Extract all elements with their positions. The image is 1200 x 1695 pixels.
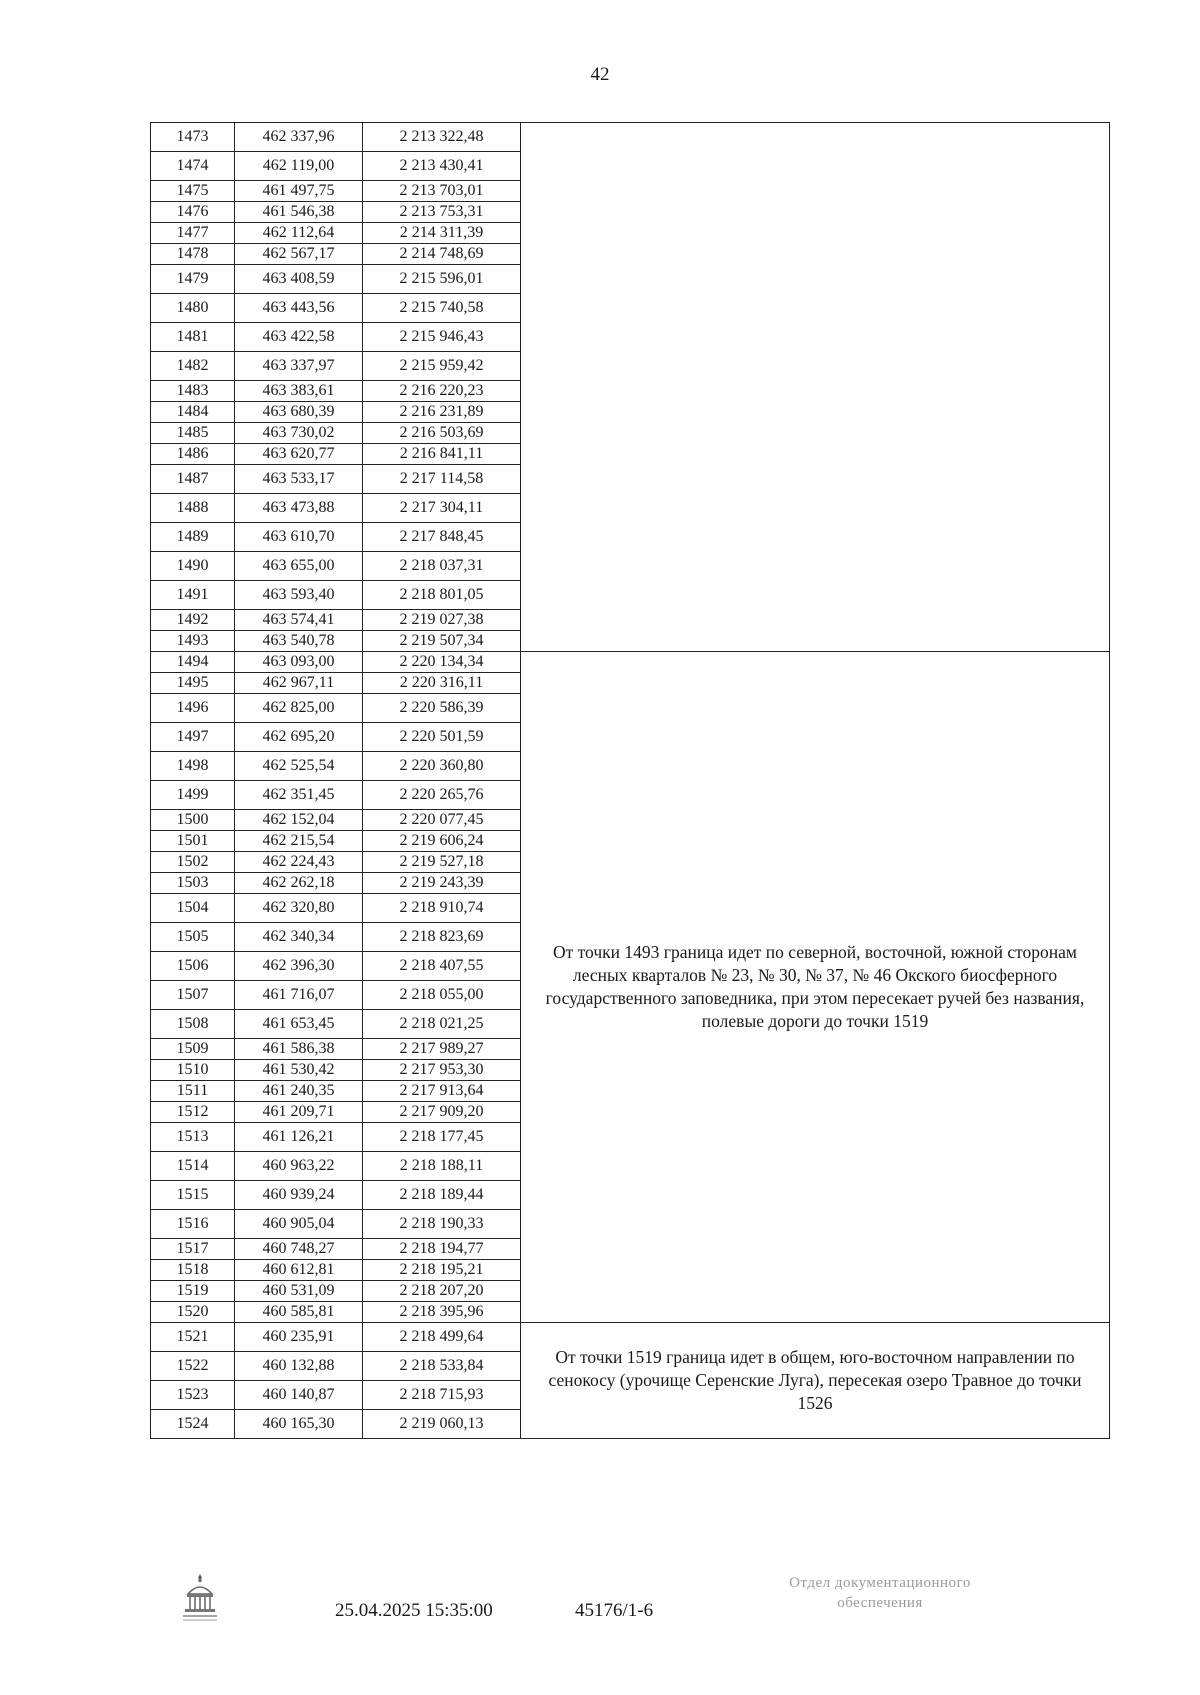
x-coordinate-cell: 462 119,00 bbox=[235, 152, 363, 181]
y-coordinate-cell: 2 218 715,93 bbox=[363, 1381, 521, 1410]
x-coordinate-cell: 461 240,35 bbox=[235, 1081, 363, 1102]
y-coordinate-cell: 2 218 395,96 bbox=[363, 1302, 521, 1323]
y-coordinate-cell: 2 216 841,11 bbox=[363, 444, 521, 465]
x-coordinate-cell: 461 716,07 bbox=[235, 981, 363, 1010]
stamp-line-1: Отдел документационного bbox=[789, 1575, 971, 1591]
point-number-cell: 1523 bbox=[151, 1381, 235, 1410]
point-number-cell: 1515 bbox=[151, 1181, 235, 1210]
point-number-cell: 1511 bbox=[151, 1081, 235, 1102]
point-number-cell: 1492 bbox=[151, 610, 235, 631]
y-coordinate-cell: 2 218 801,05 bbox=[363, 581, 521, 610]
table-row bbox=[151, 652, 1110, 673]
point-number-cell: 1491 bbox=[151, 581, 235, 610]
y-coordinate-cell: 2 218 407,55 bbox=[363, 952, 521, 981]
y-coordinate-cell: 2 215 946,43 bbox=[363, 323, 521, 352]
x-coordinate-cell: 462 112,64 bbox=[235, 223, 363, 244]
point-number-cell: 1475 bbox=[151, 181, 235, 202]
y-coordinate-cell: 2 218 499,64 bbox=[363, 1323, 521, 1352]
y-coordinate-cell: 2 219 027,38 bbox=[363, 610, 521, 631]
x-coordinate-cell: 462 337,96 bbox=[235, 123, 363, 152]
x-coordinate-cell: 463 540,78 bbox=[235, 631, 363, 652]
point-number-cell: 1490 bbox=[151, 552, 235, 581]
y-coordinate-cell: 2 213 703,01 bbox=[363, 181, 521, 202]
table-row bbox=[151, 123, 1110, 152]
y-coordinate-cell: 2 220 360,80 bbox=[363, 752, 521, 781]
point-number-cell: 1480 bbox=[151, 294, 235, 323]
x-coordinate-cell: 462 215,54 bbox=[235, 831, 363, 852]
point-number-cell: 1479 bbox=[151, 265, 235, 294]
x-coordinate-cell: 461 209,71 bbox=[235, 1102, 363, 1123]
point-number-cell: 1473 bbox=[151, 123, 235, 152]
y-coordinate-cell: 2 215 596,01 bbox=[363, 265, 521, 294]
point-number-cell: 1501 bbox=[151, 831, 235, 852]
y-coordinate-cell: 2 219 527,18 bbox=[363, 852, 521, 873]
y-coordinate-cell: 2 218 055,00 bbox=[363, 981, 521, 1010]
x-coordinate-cell: 462 152,04 bbox=[235, 810, 363, 831]
x-coordinate-cell: 462 351,45 bbox=[235, 781, 363, 810]
point-number-cell: 1493 bbox=[151, 631, 235, 652]
x-coordinate-cell: 463 533,17 bbox=[235, 465, 363, 494]
y-coordinate-cell: 2 219 606,24 bbox=[363, 831, 521, 852]
x-coordinate-cell: 462 396,30 bbox=[235, 952, 363, 981]
y-coordinate-cell: 2 218 910,74 bbox=[363, 894, 521, 923]
y-coordinate-cell: 2 213 322,48 bbox=[363, 123, 521, 152]
y-coordinate-cell: 2 217 989,27 bbox=[363, 1039, 521, 1060]
x-coordinate-cell: 460 132,88 bbox=[235, 1352, 363, 1381]
point-number-cell: 1476 bbox=[151, 202, 235, 223]
boundary-description-cell: От точки 1493 граница идет по северной, восточной, южной сторонам лесных кварталов № 23, № 30, № 37, № 46 Окского биосферного государственного заповедника, при этом пересекает ручей без названия, полевые дороги до точки 1519 bbox=[521, 652, 1110, 1323]
y-coordinate-cell: 2 218 195,21 bbox=[363, 1260, 521, 1281]
document-code: 45176/1-6 bbox=[575, 1600, 654, 1621]
y-coordinate-cell: 2 213 753,31 bbox=[363, 202, 521, 223]
x-coordinate-cell: 461 653,45 bbox=[235, 1010, 363, 1039]
point-number-cell: 1499 bbox=[151, 781, 235, 810]
x-coordinate-cell: 463 574,41 bbox=[235, 610, 363, 631]
x-coordinate-cell: 463 655,00 bbox=[235, 552, 363, 581]
table-row bbox=[151, 1323, 1110, 1352]
point-number-cell: 1519 bbox=[151, 1281, 235, 1302]
y-coordinate-cell: 2 215 740,58 bbox=[363, 294, 521, 323]
y-coordinate-cell: 2 218 190,33 bbox=[363, 1210, 521, 1239]
x-coordinate-cell: 463 337,97 bbox=[235, 352, 363, 381]
x-coordinate-cell: 463 408,59 bbox=[235, 265, 363, 294]
x-coordinate-cell: 463 093,00 bbox=[235, 652, 363, 673]
x-coordinate-cell: 462 320,80 bbox=[235, 894, 363, 923]
point-number-cell: 1518 bbox=[151, 1260, 235, 1281]
point-number-cell: 1520 bbox=[151, 1302, 235, 1323]
x-coordinate-cell: 460 748,27 bbox=[235, 1239, 363, 1260]
point-number-cell: 1522 bbox=[151, 1352, 235, 1381]
page-number: 42 bbox=[590, 64, 610, 85]
y-coordinate-cell: 2 217 304,11 bbox=[363, 494, 521, 523]
y-coordinate-cell: 2 218 189,44 bbox=[363, 1181, 521, 1210]
point-number-cell: 1486 bbox=[151, 444, 235, 465]
emblem-logo-icon bbox=[180, 1570, 220, 1622]
y-coordinate-cell: 2 217 953,30 bbox=[363, 1060, 521, 1081]
point-number-cell: 1512 bbox=[151, 1102, 235, 1123]
point-number-cell: 1488 bbox=[151, 494, 235, 523]
y-coordinate-cell: 2 218 177,45 bbox=[363, 1123, 521, 1152]
y-coordinate-cell: 2 215 959,42 bbox=[363, 352, 521, 381]
y-coordinate-cell: 2 213 430,41 bbox=[363, 152, 521, 181]
x-coordinate-cell: 462 825,00 bbox=[235, 694, 363, 723]
point-number-cell: 1505 bbox=[151, 923, 235, 952]
x-coordinate-cell: 461 497,75 bbox=[235, 181, 363, 202]
y-coordinate-cell: 2 217 913,64 bbox=[363, 1081, 521, 1102]
boundary-description-cell bbox=[521, 123, 1110, 652]
point-number-cell: 1517 bbox=[151, 1239, 235, 1260]
x-coordinate-cell: 462 967,11 bbox=[235, 673, 363, 694]
point-number-cell: 1482 bbox=[151, 352, 235, 381]
x-coordinate-cell: 463 422,58 bbox=[235, 323, 363, 352]
point-number-cell: 1487 bbox=[151, 465, 235, 494]
y-coordinate-cell: 2 218 021,25 bbox=[363, 1010, 521, 1039]
x-coordinate-cell: 463 473,88 bbox=[235, 494, 363, 523]
point-number-cell: 1494 bbox=[151, 652, 235, 673]
y-coordinate-cell: 2 217 909,20 bbox=[363, 1102, 521, 1123]
x-coordinate-cell: 463 593,40 bbox=[235, 581, 363, 610]
point-number-cell: 1498 bbox=[151, 752, 235, 781]
y-coordinate-cell: 2 218 037,31 bbox=[363, 552, 521, 581]
boundary-description-cell: От точки 1519 граница идет в общем, юго-восточном направлении по сенокосу (урочище Серенские Луга), пересекая озеро Травное до точки 1526 bbox=[521, 1323, 1110, 1439]
y-coordinate-cell: 2 217 848,45 bbox=[363, 523, 521, 552]
x-coordinate-cell: 460 612,81 bbox=[235, 1260, 363, 1281]
x-coordinate-cell: 461 546,38 bbox=[235, 202, 363, 223]
point-number-cell: 1484 bbox=[151, 402, 235, 423]
y-coordinate-cell: 2 219 060,13 bbox=[363, 1410, 521, 1439]
x-coordinate-cell: 461 530,42 bbox=[235, 1060, 363, 1081]
x-coordinate-cell: 462 340,34 bbox=[235, 923, 363, 952]
x-coordinate-cell: 463 680,39 bbox=[235, 402, 363, 423]
point-number-cell: 1507 bbox=[151, 981, 235, 1010]
point-number-cell: 1502 bbox=[151, 852, 235, 873]
point-number-cell: 1516 bbox=[151, 1210, 235, 1239]
y-coordinate-cell: 2 218 194,77 bbox=[363, 1239, 521, 1260]
y-coordinate-cell: 2 218 188,11 bbox=[363, 1152, 521, 1181]
point-number-cell: 1508 bbox=[151, 1010, 235, 1039]
x-coordinate-cell: 463 730,02 bbox=[235, 423, 363, 444]
point-number-cell: 1503 bbox=[151, 873, 235, 894]
y-coordinate-cell: 2 220 077,45 bbox=[363, 810, 521, 831]
x-coordinate-cell: 460 235,91 bbox=[235, 1323, 363, 1352]
x-coordinate-cell: 460 939,24 bbox=[235, 1181, 363, 1210]
coordinates-table bbox=[150, 122, 1110, 1439]
point-number-cell: 1495 bbox=[151, 673, 235, 694]
point-number-cell: 1481 bbox=[151, 323, 235, 352]
x-coordinate-cell: 462 525,54 bbox=[235, 752, 363, 781]
point-number-cell: 1513 bbox=[151, 1123, 235, 1152]
y-coordinate-cell: 2 218 823,69 bbox=[363, 923, 521, 952]
x-coordinate-cell: 460 140,87 bbox=[235, 1381, 363, 1410]
point-number-cell: 1524 bbox=[151, 1410, 235, 1439]
point-number-cell: 1500 bbox=[151, 810, 235, 831]
x-coordinate-cell: 463 620,77 bbox=[235, 444, 363, 465]
y-coordinate-cell: 2 218 533,84 bbox=[363, 1352, 521, 1381]
x-coordinate-cell: 463 610,70 bbox=[235, 523, 363, 552]
y-coordinate-cell: 2 216 231,89 bbox=[363, 402, 521, 423]
y-coordinate-cell: 2 220 501,59 bbox=[363, 723, 521, 752]
point-number-cell: 1489 bbox=[151, 523, 235, 552]
point-number-cell: 1504 bbox=[151, 894, 235, 923]
stamp-line-2: обеспечения bbox=[837, 1594, 923, 1611]
x-coordinate-cell: 461 126,21 bbox=[235, 1123, 363, 1152]
y-coordinate-cell: 2 216 503,69 bbox=[363, 423, 521, 444]
department-stamp bbox=[700, 1574, 1060, 1613]
x-coordinate-cell: 460 165,30 bbox=[235, 1410, 363, 1439]
point-number-cell: 1496 bbox=[151, 694, 235, 723]
y-coordinate-cell: 2 217 114,58 bbox=[363, 465, 521, 494]
x-coordinate-cell: 461 586,38 bbox=[235, 1039, 363, 1060]
x-coordinate-cell: 462 695,20 bbox=[235, 723, 363, 752]
x-coordinate-cell: 462 567,17 bbox=[235, 244, 363, 265]
point-number-cell: 1477 bbox=[151, 223, 235, 244]
point-number-cell: 1510 bbox=[151, 1060, 235, 1081]
point-number-cell: 1506 bbox=[151, 952, 235, 981]
coordinates-table-body bbox=[151, 123, 1110, 1439]
point-number-cell: 1474 bbox=[151, 152, 235, 181]
y-coordinate-cell: 2 220 134,34 bbox=[363, 652, 521, 673]
x-coordinate-cell: 462 224,43 bbox=[235, 852, 363, 873]
x-coordinate-cell: 460 905,04 bbox=[235, 1210, 363, 1239]
x-coordinate-cell: 460 585,81 bbox=[235, 1302, 363, 1323]
point-number-cell: 1497 bbox=[151, 723, 235, 752]
point-number-cell: 1483 bbox=[151, 381, 235, 402]
y-coordinate-cell: 2 219 507,34 bbox=[363, 631, 521, 652]
y-coordinate-cell: 2 218 207,20 bbox=[363, 1281, 521, 1302]
point-number-cell: 1521 bbox=[151, 1323, 235, 1352]
y-coordinate-cell: 2 216 220,23 bbox=[363, 381, 521, 402]
y-coordinate-cell: 2 214 748,69 bbox=[363, 244, 521, 265]
y-coordinate-cell: 2 220 586,39 bbox=[363, 694, 521, 723]
registration-datetime: 25.04.2025 15:35:00 bbox=[335, 1600, 493, 1621]
point-number-cell: 1478 bbox=[151, 244, 235, 265]
y-coordinate-cell: 2 220 265,76 bbox=[363, 781, 521, 810]
y-coordinate-cell: 2 214 311,39 bbox=[363, 223, 521, 244]
point-number-cell: 1514 bbox=[151, 1152, 235, 1181]
x-coordinate-cell: 463 443,56 bbox=[235, 294, 363, 323]
x-coordinate-cell: 460 963,22 bbox=[235, 1152, 363, 1181]
x-coordinate-cell: 462 262,18 bbox=[235, 873, 363, 894]
point-number-cell: 1509 bbox=[151, 1039, 235, 1060]
point-number-cell: 1485 bbox=[151, 423, 235, 444]
x-coordinate-cell: 460 531,09 bbox=[235, 1281, 363, 1302]
y-coordinate-cell: 2 220 316,11 bbox=[363, 673, 521, 694]
x-coordinate-cell: 463 383,61 bbox=[235, 381, 363, 402]
y-coordinate-cell: 2 219 243,39 bbox=[363, 873, 521, 894]
